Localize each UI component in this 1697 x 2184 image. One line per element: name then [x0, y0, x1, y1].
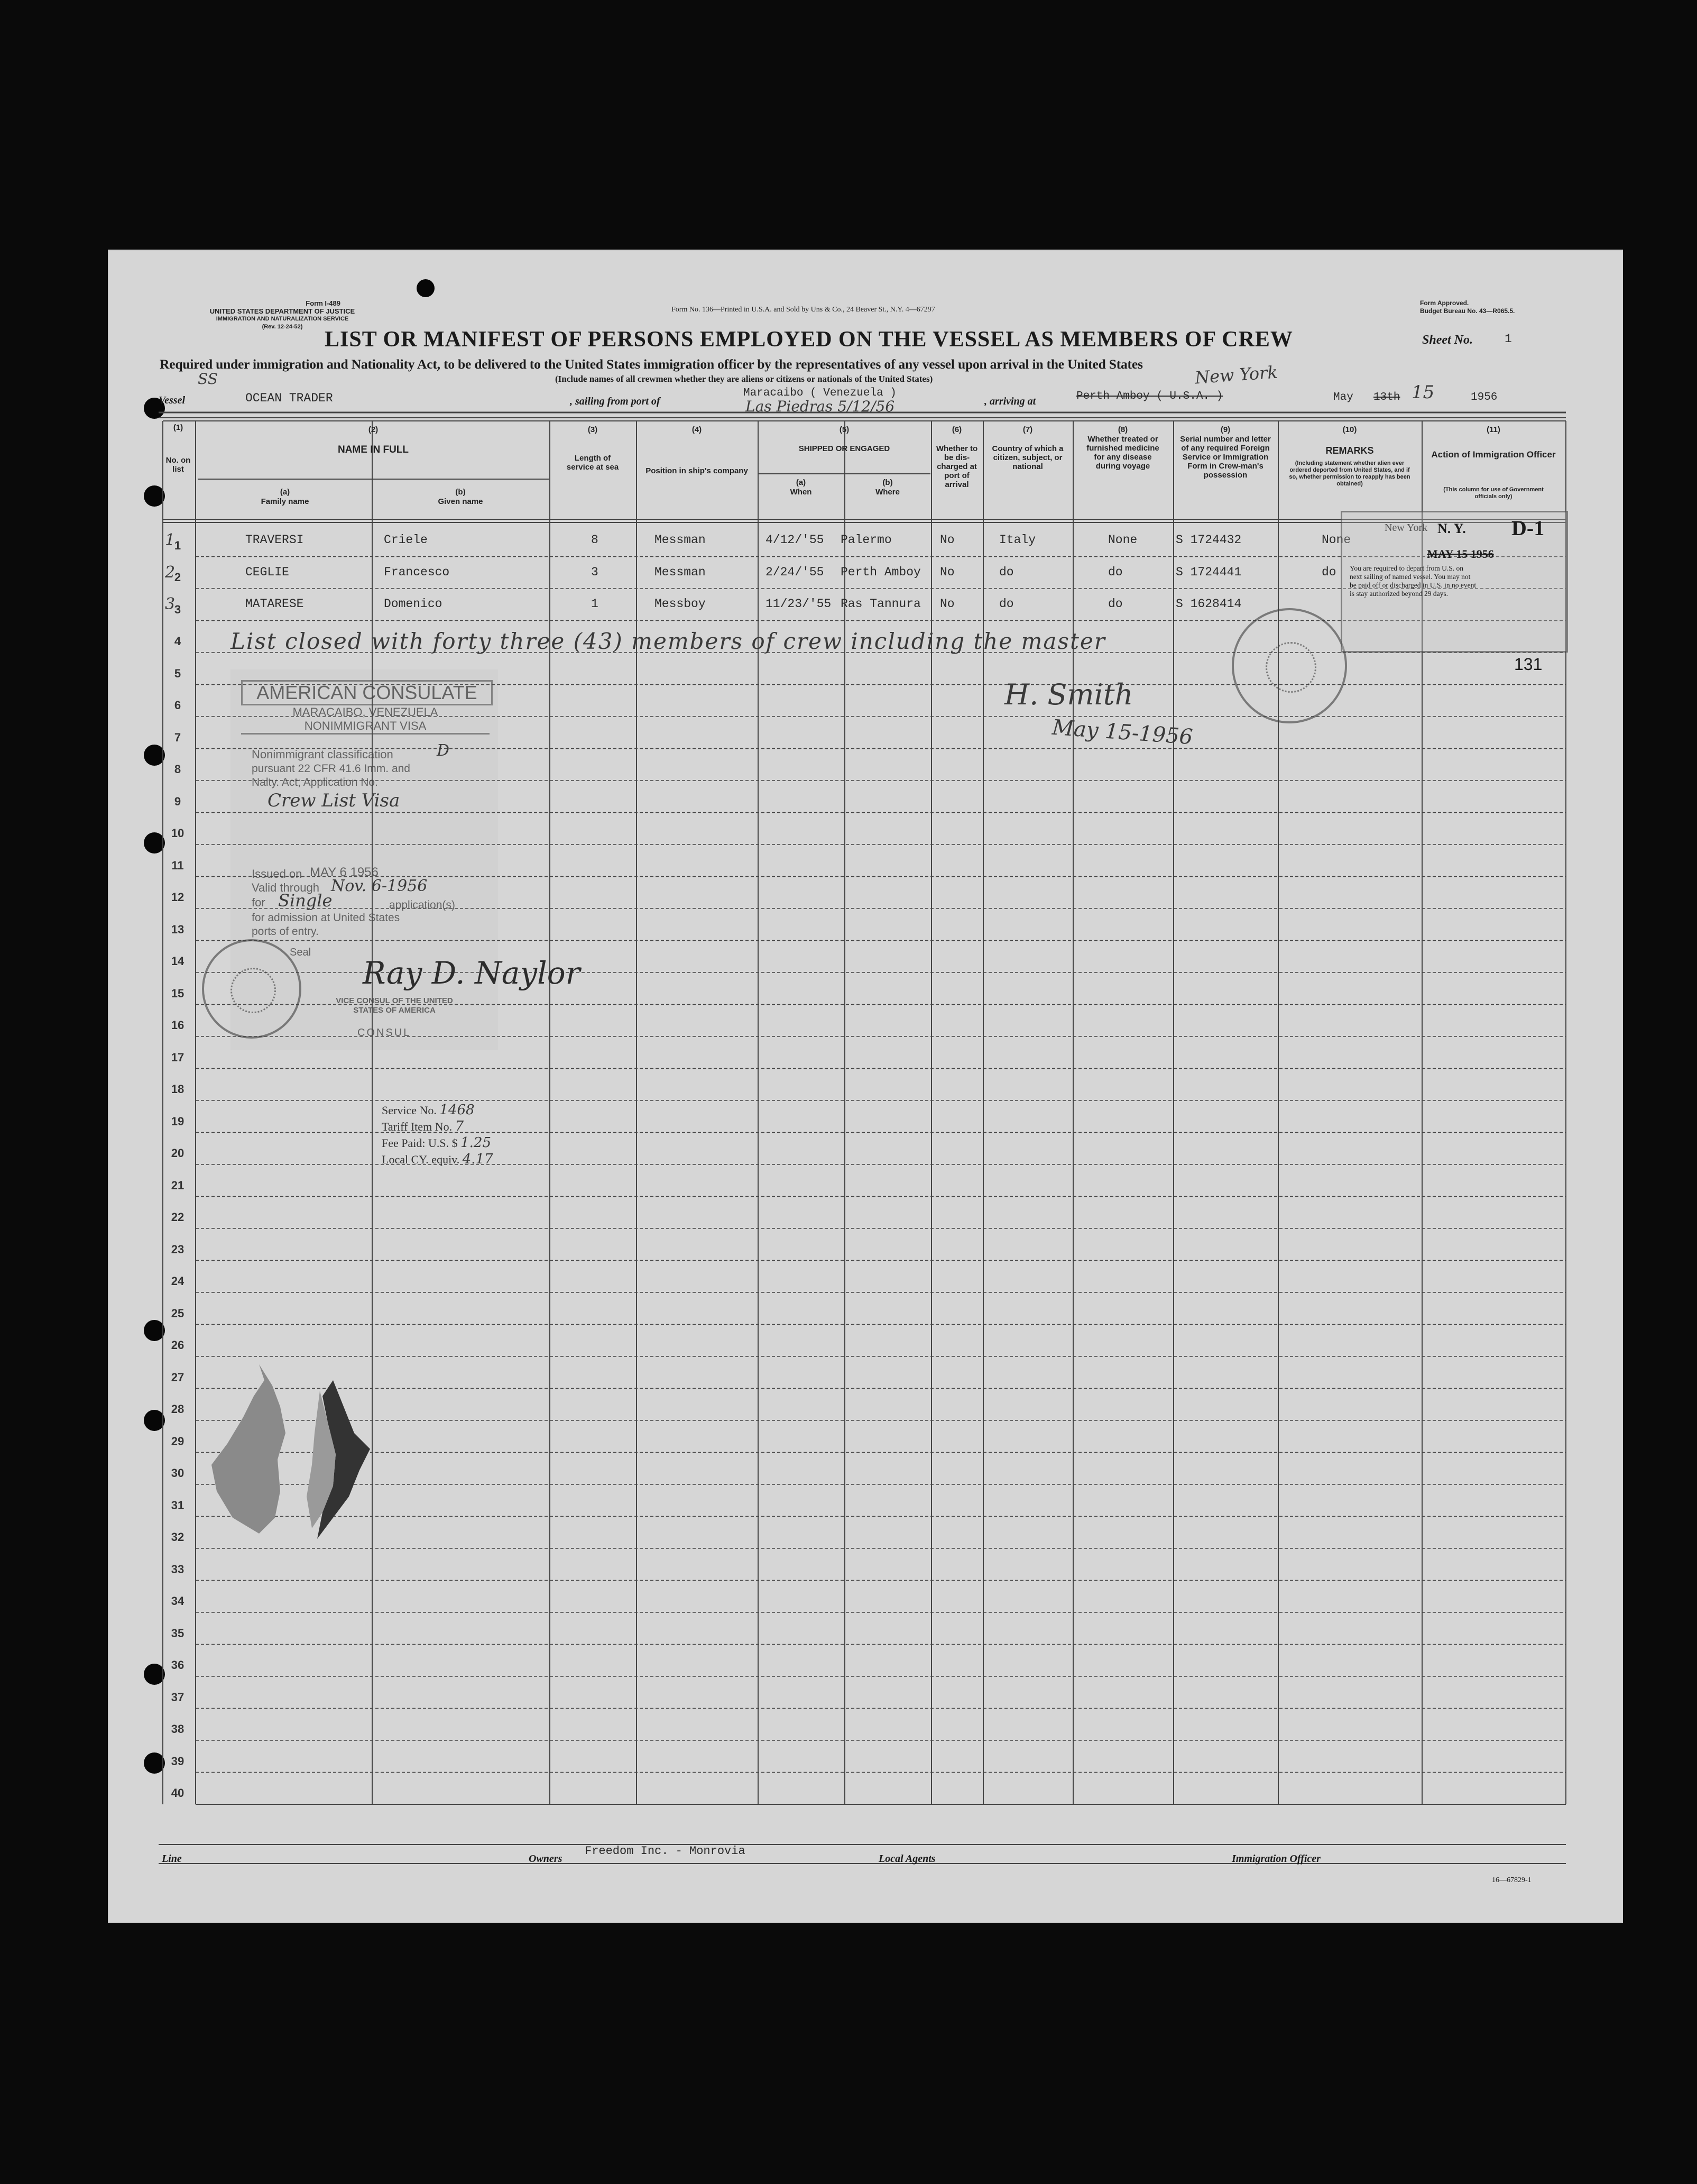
- sailing-label: , sailing from port of: [570, 396, 660, 407]
- port-to-handwritten: New York: [1194, 362, 1278, 388]
- service-length: 8: [591, 533, 598, 547]
- subtitle-note: (Include names of all crewmen whether they are aliens or citizens or nationals of the United States): [555, 374, 933, 384]
- immigration-stamp: [1341, 511, 1568, 653]
- row-check-mark: 3: [165, 595, 176, 613]
- row-number: 25: [171, 1306, 185, 1320]
- eagle-emblem-icon: [1266, 642, 1316, 693]
- valid-label: Valid through: [252, 881, 320, 894]
- col-1-label: No. on list: [165, 456, 191, 474]
- footer-agents-label: Local Agents: [879, 1853, 936, 1865]
- form-approved: [1420, 299, 1515, 315]
- row-number: 21: [171, 1178, 185, 1192]
- col-5a-label: When: [790, 488, 812, 497]
- fee-row: [382, 1135, 556, 1151]
- col-10-num: (10): [1342, 425, 1357, 434]
- consul-signature: Ray D. Naylor: [363, 955, 580, 991]
- service-no-row: [382, 1102, 556, 1118]
- list-closed-handwritten: List closed with forty three (43) members of crew including the master: [230, 628, 1106, 654]
- agency-name: UNITED STATES DEPARTMENT OF JUSTICE: [209, 307, 355, 315]
- col-2b-num: (b): [455, 488, 466, 497]
- col-5-num: (5): [839, 425, 850, 434]
- footer-code: 16—67829-1: [1492, 1876, 1532, 1884]
- fee-handwritten: 1.25: [460, 1135, 492, 1151]
- shipped-when: 4/12/'55: [766, 533, 824, 547]
- col-10-note: (Including statement whether alien ever ordered deported from United States, and if so, whether permission to reapply has been obtained): [1289, 460, 1410, 487]
- citizenship: do: [999, 597, 1014, 611]
- vessel-prefix-handwritten: SS: [198, 370, 218, 388]
- row-number: 2: [174, 571, 181, 584]
- form-id-block: [161, 299, 404, 331]
- family-name: TRAVERSI: [245, 533, 304, 547]
- row-number: 12: [171, 891, 185, 904]
- col-5-label: SHIPPED OR ENGAGED: [798, 444, 890, 453]
- col-2b-label: Given name: [438, 497, 483, 506]
- row-check-mark: 1: [165, 531, 176, 549]
- row-number: 5: [174, 666, 181, 680]
- arrival-month: May: [1333, 391, 1353, 403]
- tariff-row: [382, 1118, 556, 1135]
- shipped-when: 11/23/'55: [766, 597, 832, 611]
- vessel-label: Vessel: [159, 394, 185, 406]
- col-7-num: (7): [1022, 425, 1033, 434]
- medicine: None: [1108, 533, 1138, 547]
- arrival-day-handwritten: 15: [1412, 382, 1435, 403]
- form-number: Form I-489: [306, 299, 340, 307]
- stamp-notice: You are required to depart from U.S. on next sailing of named vessel. You may not be paid off or discharged in U.S. in no event is stay authorized beyond 29 days.: [1350, 564, 1477, 598]
- row-number: 18: [171, 1082, 185, 1096]
- classification-handwritten: D: [437, 741, 450, 760]
- tariff-label: Tariff Item No.: [382, 1120, 453, 1133]
- remarks: do: [1322, 565, 1336, 579]
- arrival-day-typed: 13th: [1373, 391, 1400, 403]
- col-5b-num: (b): [882, 478, 893, 487]
- application-count-label: application(s): [389, 899, 455, 911]
- footer-line-label: Line: [162, 1853, 182, 1865]
- consul-title: VICE CONSUL OF THE UNITED STATES OF AMERICA: [336, 996, 453, 1015]
- col-4-num: (4): [691, 425, 702, 434]
- col-9-label: Serial number and letter of any required Foreign Service or Immigration Form in Crew-man's possession: [1180, 435, 1271, 480]
- admission-text: for admission at United States: [252, 912, 400, 924]
- discharged: No: [940, 597, 955, 611]
- row-number: 20: [171, 1146, 185, 1160]
- row-number: 6: [174, 699, 181, 712]
- row-number: 23: [171, 1242, 185, 1256]
- stamp-ny: N. Y.: [1437, 521, 1466, 536]
- remarks: None: [1322, 533, 1351, 547]
- row-number: 11: [171, 858, 184, 872]
- col-10-label: REMARKS: [1325, 445, 1374, 456]
- col-11-label: Action of Immigration Officer: [1431, 449, 1556, 460]
- row-number: 15: [171, 986, 185, 1000]
- row-check-mark: 2: [165, 563, 176, 582]
- col-2a-label: Family name: [261, 497, 309, 506]
- issued-date: MAY 6 1956: [310, 865, 379, 879]
- shipped-where: Ras Tannura: [841, 597, 921, 611]
- local-label: Local CY. equiv.: [382, 1153, 460, 1166]
- vessel-name: OCEAN TRADER: [245, 391, 333, 405]
- form-serial: S 1628414: [1176, 597, 1242, 611]
- stamp-port: New York: [1385, 522, 1428, 534]
- row-number: 37: [171, 1690, 185, 1704]
- row-number: 10: [171, 827, 185, 840]
- ports-text: ports of entry.: [252, 925, 319, 938]
- row-number: 7: [174, 730, 181, 744]
- visa-type: NONIMMIGRANT VISA: [241, 719, 490, 735]
- row-number: 38: [171, 1722, 185, 1736]
- consulate-seal-2: [1232, 608, 1347, 723]
- row-number: 13: [171, 922, 185, 936]
- service-name: IMMIGRATION AND NATURALIZATION SERVICE: [216, 316, 349, 322]
- eagle-emblem-icon: [230, 968, 276, 1013]
- ship-position: Messboy: [654, 597, 706, 611]
- budget-text: Budget Bureau No. 43—R065.5.: [1420, 307, 1515, 315]
- col-7-label: Country of which a citizen, subject, or national: [992, 444, 1064, 471]
- for-label: for: [252, 896, 265, 909]
- row-number: 31: [171, 1498, 185, 1512]
- row-number: 36: [171, 1658, 185, 1672]
- row-number: 39: [171, 1754, 185, 1768]
- form-serial: S 1724441: [1176, 565, 1242, 579]
- given-name: Francesco: [384, 565, 450, 579]
- discharged: No: [940, 533, 955, 547]
- row-number: 4: [174, 635, 181, 648]
- revision: (Rev. 12-24-52): [262, 324, 303, 330]
- classification-label: Nonimmigrant classification: [252, 748, 393, 761]
- stamp-code: D-1: [1511, 516, 1545, 540]
- col-1-num: (1): [173, 423, 183, 432]
- row-number: 27: [171, 1370, 185, 1384]
- citizenship: Italy: [999, 533, 1036, 547]
- cfr-text: pursuant 22 CFR 41.6 Imm. and: [252, 763, 410, 775]
- row-number: 3: [174, 602, 181, 616]
- tariff-handwritten: 7: [455, 1118, 464, 1134]
- row-number: 8: [174, 763, 181, 776]
- service-no-handwritten: 1468: [439, 1102, 475, 1118]
- medicine: do: [1108, 565, 1123, 579]
- row-number: 14: [171, 955, 185, 968]
- torn-seal-remnant: [201, 1359, 402, 1560]
- port-to: Perth Amboy ( U.S.A. ): [1076, 390, 1223, 402]
- ship-position: Messman: [654, 565, 706, 579]
- col-5b-label: Where: [875, 488, 900, 497]
- row-number: 30: [171, 1466, 185, 1480]
- shipped-when: 2/24/'55: [766, 565, 824, 579]
- col-2-num: (2): [368, 425, 379, 434]
- sheet-number: 1: [1505, 332, 1512, 346]
- port-from-handwritten: Las Piedras 5/12/56: [745, 398, 895, 415]
- seal-label: Seal: [290, 947, 311, 958]
- approved-text: Form Approved.: [1420, 299, 1469, 307]
- fee-label: Fee Paid: U.S. $: [382, 1136, 458, 1150]
- row-number: 16: [171, 1018, 185, 1032]
- consulate-seal: [202, 939, 301, 1039]
- form-serial: S 1724432: [1176, 533, 1242, 547]
- col-4-label: Position in ship's company: [645, 466, 748, 475]
- service-no-label: Service No.: [382, 1104, 437, 1117]
- arrival-year: 1956: [1471, 391, 1498, 403]
- row-number: 32: [171, 1530, 185, 1544]
- col-9-num: (9): [1220, 425, 1231, 434]
- row-number: 24: [171, 1274, 185, 1288]
- medicine: do: [1108, 597, 1123, 611]
- consul-word: CONSUL: [357, 1027, 411, 1039]
- port-from: Maracaibo ( Venezuela ): [743, 387, 897, 399]
- issued-label: Issued on: [252, 867, 302, 880]
- row-number: 29: [171, 1434, 185, 1448]
- col-11-num: (11): [1487, 425, 1500, 434]
- valid-date-handwritten: Nov. 6-1956: [331, 877, 428, 895]
- row-number: 35: [171, 1626, 185, 1640]
- stamp-date: MAY 15 1956: [1427, 547, 1494, 561]
- row-number: 22: [171, 1210, 185, 1224]
- row-number: 9: [174, 794, 181, 808]
- col-2-label: NAME IN FULL: [337, 444, 409, 455]
- shipped-where: Palermo: [841, 533, 892, 547]
- given-name: Domenico: [384, 597, 442, 611]
- col-6-num: (6): [952, 425, 962, 434]
- row-number: 26: [171, 1338, 185, 1352]
- sheet-label: Sheet No.: [1422, 333, 1473, 347]
- ship-position: Messman: [654, 533, 706, 547]
- row-number: 33: [171, 1562, 185, 1576]
- subtitle: Required under immigration and Nationality Act, to be delivered to the United States immigration officer by the representatives of any vessel upon arrival in the United States: [160, 356, 1143, 372]
- row-number: 40: [171, 1786, 185, 1800]
- discharged: No: [940, 565, 955, 579]
- page-count: 131: [1514, 655, 1543, 674]
- family-name: MATARESE: [245, 597, 304, 611]
- consulate-name: AMERICAN CONSULATE: [241, 680, 493, 705]
- col-3-num: (3): [587, 425, 598, 434]
- family-name: CEGLIE: [245, 565, 289, 579]
- col-11-note: (This column for use of Government officials only): [1443, 487, 1544, 500]
- col-6-label: Whether to be dis-charged at port of arrival: [936, 444, 978, 489]
- local-handwritten: 4.17: [462, 1151, 493, 1167]
- row-number: 28: [171, 1402, 185, 1416]
- arriving-label: , arriving at: [984, 396, 1036, 407]
- service-length: 1: [591, 597, 598, 611]
- service-length: 3: [591, 565, 598, 579]
- printer-note: Form No. 136—Printed in U.S.A. and Sold by Uns & Co., 24 Beaver St., N.Y. 4—67297: [671, 306, 935, 314]
- row-number: 17: [171, 1050, 185, 1064]
- col-5a-num: (a): [796, 478, 806, 487]
- footer-owners-label: Owners: [529, 1853, 562, 1865]
- master-signature: H. Smith: [1004, 678, 1133, 711]
- for-handwritten: Single: [278, 891, 333, 911]
- page-title: LIST OR MANIFEST OF PERSONS EMPLOYED ON THE VESSEL AS MEMBERS OF CREW: [325, 327, 1293, 352]
- given-name: Criele: [384, 533, 428, 547]
- row-number: 1: [174, 538, 181, 552]
- application-label: Nalty. Act; Application No.: [252, 776, 378, 788]
- col-8-label: Whether treated or furnished medicine for any disease during voyage: [1086, 435, 1159, 471]
- fee-stamp: [382, 1102, 556, 1168]
- citizenship: do: [999, 565, 1014, 579]
- row-number: 34: [171, 1594, 185, 1608]
- signature-date: May 15-1956: [1051, 715, 1194, 750]
- col-2a-num: (a): [280, 488, 290, 497]
- col-3-label: Length of service at sea: [566, 454, 619, 472]
- footer-officer-label: Immigration Officer: [1232, 1853, 1321, 1865]
- local-row: [382, 1151, 556, 1168]
- row-number: 19: [171, 1114, 185, 1128]
- shipped-where: Perth Amboy: [841, 565, 921, 579]
- col-8-num: (8): [1118, 425, 1128, 434]
- application-handwritten: Crew List Visa: [268, 790, 400, 811]
- footer-owners: Freedom Inc. - Monrovia: [585, 1845, 745, 1858]
- consulate-city: MARACAIBO, VENEZUELA: [292, 705, 438, 719]
